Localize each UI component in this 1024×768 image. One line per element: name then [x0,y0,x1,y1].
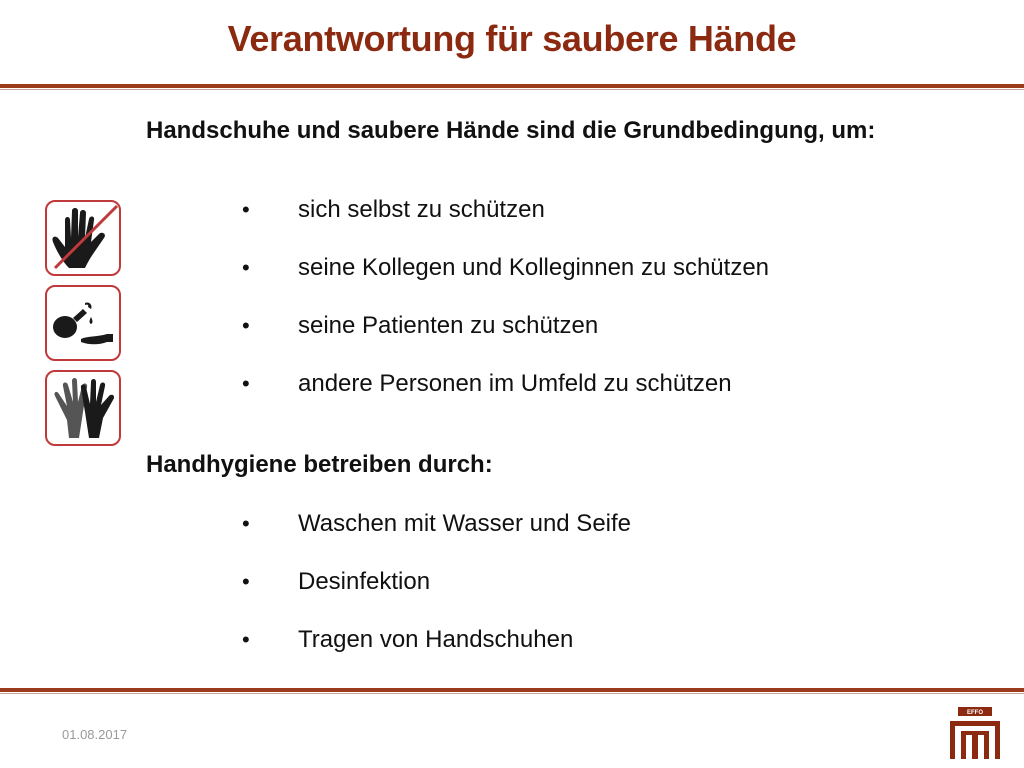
bullet-glyph: • [242,569,250,594]
footer-date: 01.08.2017 [62,727,128,742]
company-logo [950,707,1000,759]
no-bare-hand-icon [45,200,121,276]
bullet-text: sich selbst zu schützen [298,196,545,223]
list-item [242,369,769,427]
bullet-glyph: • [242,197,250,222]
list-item [242,625,631,683]
bullet-glyph: • [242,511,250,536]
hand-disinfection-icon [45,285,121,361]
bullet-glyph: • [242,255,250,280]
bullet-text: seine Kollegen und Kolleginnen zu schützen [298,254,770,281]
list-item [242,253,769,311]
gloves-icon [45,370,121,446]
bullet-glyph: • [242,627,250,652]
bullet-text: andere Personen im Umfeld zu schützen [298,370,732,397]
bullet-glyph: • [242,371,250,396]
section2-bullet-list [242,509,631,683]
logo-text: EFFO [967,710,983,716]
list-item [242,509,631,567]
bottom-divider [0,688,1024,692]
section2-heading: Handhygiene betreiben durch: [146,451,493,478]
bullet-text: Tragen von Handschuhen [298,626,574,653]
bullet-text: Waschen mit Wasser und Seife [298,510,632,537]
list-item [242,195,769,253]
bullet-glyph: • [242,313,250,338]
section1-heading: Handschuhe und saubere Hände sind die Grundbedingung, um: [146,117,876,144]
list-item [242,311,769,369]
top-divider [0,84,1024,88]
slide-title: Verantwortung für saubere Hände [227,18,797,59]
list-item [242,567,631,625]
bullet-text: seine Patienten zu schützen [298,312,599,339]
bullet-text: Desinfektion [298,568,431,595]
section1-bullet-list [242,195,769,427]
